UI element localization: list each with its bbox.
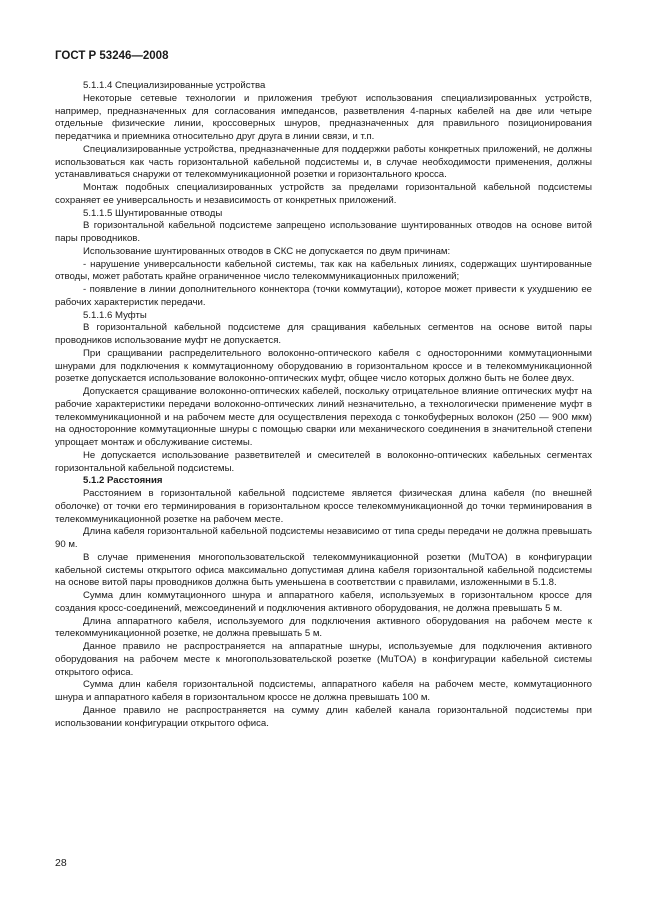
document-body: [55, 80, 592, 730]
paragraph: Расстоянием в горизонтальной кабельной подсистеме является физическая длина кабеля (по внешней оболочке) от точки его терминирования в горизонтальном кроссе телекоммуникационной до точки терминирования в телекоммуникационной розетке на рабочем месте.: [55, 488, 592, 525]
paragraph: Сумма длин кабеля горизонтальной подсистемы, аппаратного кабеля на рабочем месте, коммутационного шнура и аппаратного кабеля в горизонтальном кроссе не должна превышать 100 м.: [55, 679, 592, 703]
paragraph: 5.1.1.4 Специализированные устройства: [83, 80, 266, 91]
paragraph: В горизонтальной кабельной подсистеме запрещено использование шунтированных отводов на основе витой пары проводников.: [55, 220, 592, 244]
paragraph: Монтаж подобных специализированных устройств за пределами горизонтальной кабельной подсистемы сохраняет ее универсальность и независимость от конкретных приложений.: [55, 182, 592, 206]
paragraph: Некоторые сетевые технологии и приложения требуют использования специализированных устройств, например, предназначенных для согласования импедансов, разветвления 4-парных кабелей на две или четыре отдельные физические линии, кроссоверных шнуров, предназначенных для правильного позиционирования передатчика и приемника относительно друг друга в линии связи, и т.п.: [55, 92, 592, 142]
paragraph: В случае применения многопользовательской телекоммуникационной розетки (MuTOA) в конфигурации кабельной системы открытого офиса максимально допустимая длина кабеля горизонтальной кабельной подсистемы на основе витой пары проводников должна быть уменьшена в соответствии с правилами, изложенными в 5.1.8.: [55, 551, 592, 589]
paragraph: 5.1.1.5 Шунтированные отводы: [83, 207, 223, 219]
paragraph: Длина кабеля горизонтальной кабельной подсистемы независимо от типа среды передачи не должна превышать 90 м.: [55, 526, 592, 550]
paragraph: В горизонтальной кабельной подсистеме для сращивания кабельных сегментов на основе витой пары проводников использование муфт не допускается.: [55, 322, 592, 346]
paragraph: 5.1.2 Расстояния: [83, 475, 163, 487]
document-header: ГОСТ Р 53246—2008: [55, 50, 169, 62]
paragraph: При сращивании распределительного волоконно-оптического кабеля с односторонними коммутационными шнурами для подключения к коммутационному оборудованию в горизонтальном кроссе и в телекоммуникационной розетке допускается использование волоконно-оптических муфт, общее число которых должно быть не более двух.: [55, 347, 592, 385]
paragraph: - нарушение универсальности кабельной системы, так как на кабельных линиях, содержащих шунтированные отводы, может работать крайне ограниченное число телекоммуникационных приложений;: [55, 258, 592, 283]
paragraph: Длина аппаратного кабеля, используемого для подключения активного оборудования на рабочем месте к телекоммуникационной розетке, не должна превышать 5 м.: [55, 615, 592, 640]
paragraph: Специализированные устройства, предназначенные для поддержки работы конкретных приложений, не должны использоваться как часть горизонтальной кабельной подсистемы и, в случае необходимости применения, должны устанавливаться снаружи от телекоммуникационной розетки и горизонтального кросса.: [55, 143, 592, 181]
paragraph: Использование шунтированных отводов в СКС не допускается по двум причинам:: [83, 245, 451, 257]
paragraph: Не допускается использование разветвителей и смесителей в волоконно-оптических кабельных сегментах горизонтальной кабельной подсистемы.: [55, 449, 592, 474]
paragraph: Данное правило не распространяется на аппаратные шнуры, используемые для подключения активного оборудования на рабочем месте к многопользовательской розетке (MuTOA) в конфигурации кабельной системы открытого офиса.: [55, 641, 592, 678]
page-number: 28: [55, 857, 67, 869]
paragraph: 5.1.1.6 Муфты: [83, 309, 147, 321]
paragraph: Данное правило не распространяется на сумму длин кабелей канала горизонтальной подсистемы при использовании конфигурации открытого офиса.: [55, 704, 592, 729]
paragraph: Сумма длин коммутационного шнура и аппаратного кабеля, используемых в горизонтальном кроссе для создания кросс-соединений, межсоединений и подключения активного оборудования, не должна превышать 5 м.: [55, 590, 592, 614]
paragraph: - появление в линии дополнительного коннектора (точки коммутации), которое может привести к ухудшению ее рабочих характеристик передачи.: [55, 284, 592, 308]
paragraph: Допускается сращивание волоконно-оптических кабелей, поскольку отрицательное влияние оптических муфт на рабочие характеристики передачи волоконно-оптических линий незначительно, а технологически применение муфт в телекоммуникационной и на рабочем месте для осуществления перехода с тонкобуферных волокон (250 — 900 мкм) на односторонние коммутационные шнуры с помощью сварки или механического соединения в значительной степени упрощает монтаж и обслуживание системы.: [55, 386, 592, 448]
